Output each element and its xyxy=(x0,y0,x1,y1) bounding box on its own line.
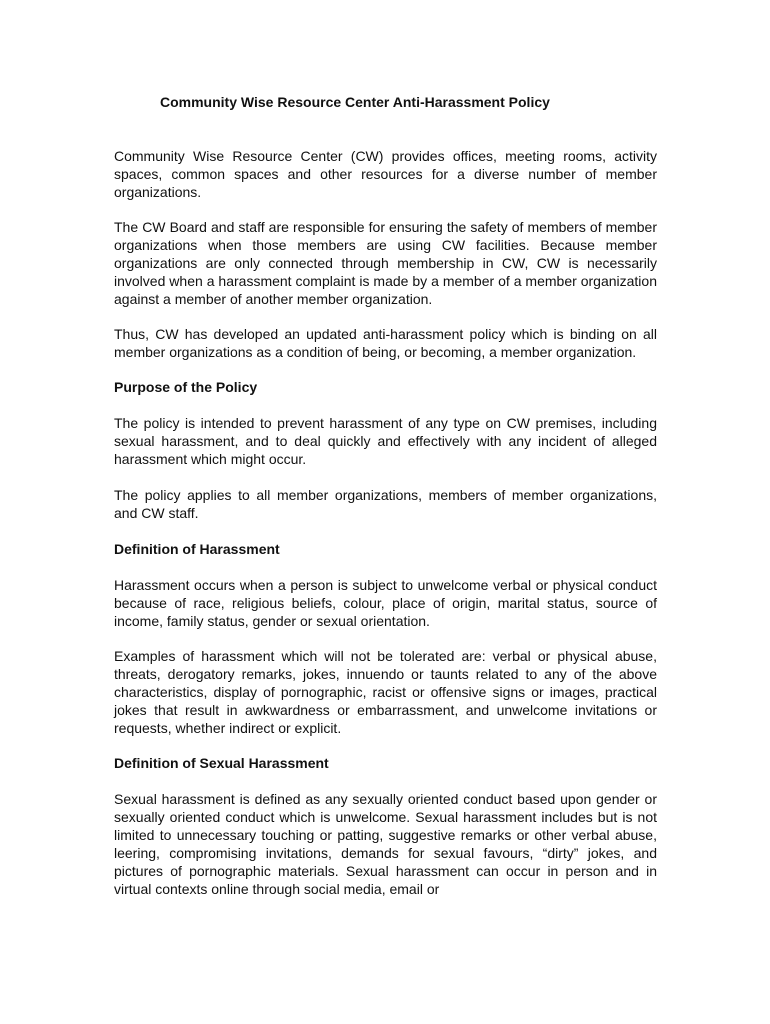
intro-paragraph: Community Wise Resource Center (CW) provides offices, meeting rooms, activity spaces, common spaces and other resources for a diverse number of member organizations. xyxy=(114,148,657,200)
section-paragraph: Sexual harassment is defined as any sexually oriented conduct based upon gender or sexually oriented conduct which is unwelcome. Sexual harassment includes but is not limited to unnecessary touching or patting, suggestive remarks or other verbal abuse, leering, compromising invitations, demands for sexual favours, “dirty” jokes, and pictures of pornographic materials. Sexual harassment can occur in person and in virtual contexts online through social media, email or xyxy=(114,791,657,897)
section-paragraph: Examples of harassment which will not be tolerated are: verbal or physical abuse, threats, derogatory remarks, jokes, innuendo or taunts related to any of the above characteristics, display of pornographic, racist or offensive signs or images, practical jokes that result in awkwardness or embarrassment, and unwelcome invitations or requests, whether indirect or explicit. xyxy=(114,648,657,736)
section-heading-harassment: Definition of Harassment xyxy=(114,541,280,557)
intro-paragraph: The CW Board and staff are responsible for ensuring the safety of members of member organizations when those members are using CW facilities. Because member organizations are only connected through membership in CW, CW is necessarily involved when a harassment complaint is made by a member of a member organization against a member of another member organization. xyxy=(114,219,657,307)
section-paragraph: Harassment occurs when a person is subject to unwelcome verbal or physical conduct because of race, religious beliefs, colour, place of origin, marital status, source of income, family status, gender or sexual orientation. xyxy=(114,577,657,629)
section-paragraph: The policy applies to all member organizations, members of member organizations, and CW staff. xyxy=(114,487,657,521)
section-paragraph: The policy is intended to prevent harassment of any type on CW premises, including sexual harassment, and to deal quickly and effectively with any incident of alleged harassment which might occur. xyxy=(114,415,657,467)
document-body xyxy=(114,93,657,898)
section-heading-purpose: Purpose of the Policy xyxy=(114,379,258,395)
section-heading-sexual-harassment: Definition of Sexual Harassment xyxy=(114,755,329,771)
intro-paragraph: Thus, CW has developed an updated anti-harassment policy which is binding on all member organizations as a condition of being, or becoming, a member organization. xyxy=(114,326,657,360)
document-title: Community Wise Resource Center Anti-Harassment Policy xyxy=(160,94,550,110)
